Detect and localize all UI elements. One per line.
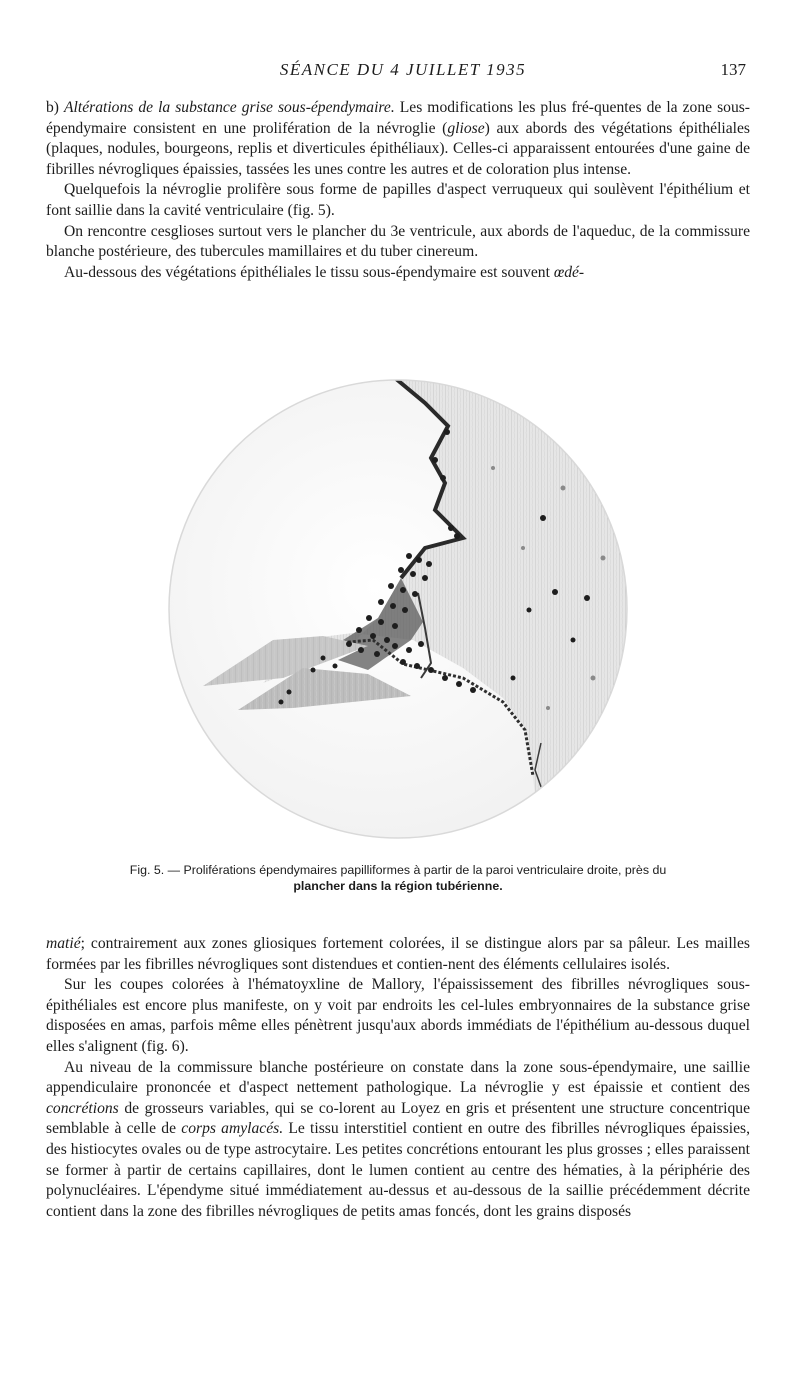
- paragraph-papilles: Quelquefois la névroglie prolifère sous forme de papilles d'aspect verruqueux qui soulèvent l'épithélium et font saillie dans la cavité ventriculaire (fig. 5).: [46, 181, 750, 219]
- term-gliose: gliose: [447, 119, 485, 137]
- running-title: SÉANCE DU 4 JUILLET 1935: [279, 60, 527, 79]
- paragraph-label: b): [46, 99, 65, 116]
- paragraph-alterations: b) Altérations de la substance grise sous-épendymaire. Les modifications les plus fré-quentes de la zone sous-épendymaire consistent en une prolifération de la névroglie (gliose) aux abords des végétations épithéliales (plaques, nodules, bourgeons, replis et diverticules épithéliaux). Celles-ci apparaissent entourées d'une gaine de fibrilles névrogliques épaissies, tassées les unes contre les autres et de coloration plus intense.: [46, 99, 750, 178]
- section-title: Altérations de la substance grise sous-épendymaire.: [64, 99, 395, 116]
- term-concretions: concrétions: [46, 1099, 119, 1117]
- paragraph-commissure: Au niveau de la commissure blanche postérieure on constate dans la zone sous-épendymaire, une saillie appendiculaire prononcée et d'aspect nettement pathologique. La névroglie y est épaissie et contient des concrétions de grosseurs variables, qui se co-lorent au Loyez en gris et présentent une structure concentrique semblable à celle de corps amylacés. Le tissu interstitiel contient en outre des fibrilles névrogliques épaissies, des histiocytes ovales ou de type astrocytaire. Les petites concrétions entourant les plus grosses ; elles paraissent se former à partir de certains capillaires, dont le lumen contient au centre des hématies, à la périphérie des polynucléaires. L'épendyme situé immédiatement au-dessus et au-dessous de la saillie précédemment décrite contient dans la zone des fibrilles névrogliques de petits amas foncés, dont les grains disposés: [46, 1058, 751, 1220]
- paragraph-paleur: matié; contrairement aux zones gliosiques fortement colorées, il se distingue alors par sa pâleur. Les mailles formées par les fibrilles névrogliques sont distendues et contien-nent des éléments cellulaires isolés.: [46, 935, 750, 973]
- paragraph-mallory: Sur les coupes colorées à l'hématoyxline de Mallory, l'épaississement des fibrilles névrogliques sous-épithéliales est encore plus manifeste, on y voit par endroits les cel-lules embryonnaires de la substance grise disposées en amas, parfois même elles pénètrent jusqu'aux abords immédiats de l'épithélium au-dessous duquel elles s'alignent (fig. 6).: [46, 976, 750, 1055]
- figure-caption: [46, 862, 750, 894]
- term-corps-amylaces: corps amylacés.: [181, 1120, 284, 1138]
- caption-line-2: plancher dans la région tubérienne.: [293, 879, 503, 893]
- term-oedematie: œdé-: [553, 263, 585, 281]
- page-number: 137: [720, 60, 746, 79]
- paragraph-oedeme: Au-dessous des végétations épithéliales le tissu sous-épendymaire est souvent œdé-: [64, 263, 585, 281]
- micrograph-figure: [163, 378, 633, 840]
- upper-text: [46, 98, 750, 283]
- term-matie: matié: [46, 935, 81, 952]
- lower-text: [46, 934, 750, 1222]
- micrograph-image: [163, 378, 633, 840]
- caption-line-1: Fig. 5. — Proliférations épendymaires papilliformes à partir de la paroi ventriculaire droite, près du: [129, 863, 667, 877]
- running-header: [60, 60, 746, 84]
- paragraph-glioses: On rencontre cesglioses surtout vers le plancher du 3e ventricule, aux abords de l'aqueduc, de la commissure blanche postérieure, des tubercules mamillaires et du tuber cinereum.: [46, 222, 750, 261]
